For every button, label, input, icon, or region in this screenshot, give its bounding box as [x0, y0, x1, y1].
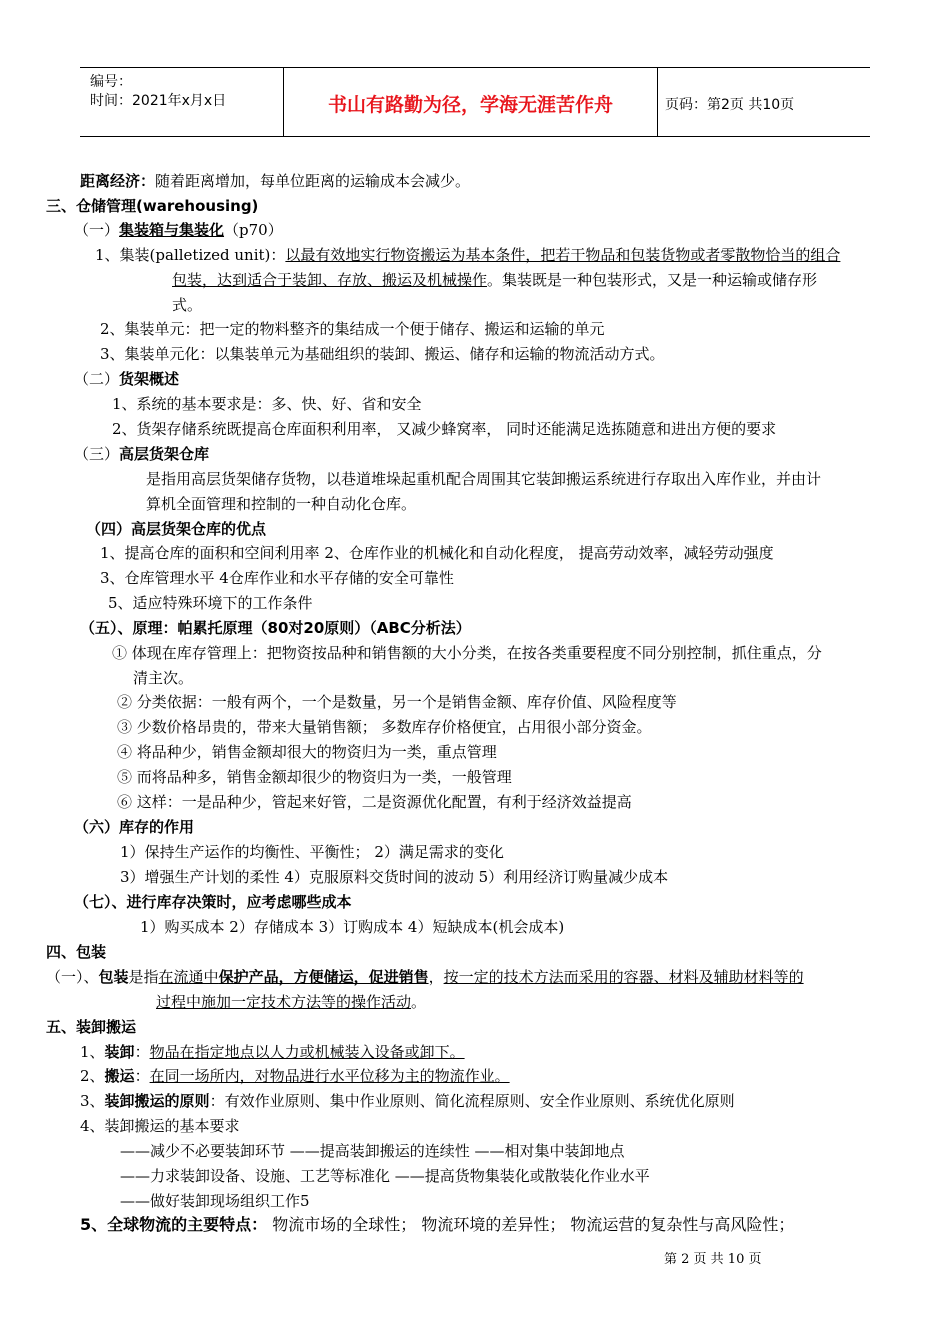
- term: 包装: [98, 968, 129, 986]
- page-header: [80, 67, 870, 137]
- term: 距离经济：: [80, 172, 156, 190]
- paragraph-line: ① 体现在库存管理上：把物资按品种和销售额的大小分类，在按各类重要程度不同分别控制，抓住重点，分: [112, 644, 822, 662]
- number-label: 编号：: [90, 74, 132, 90]
- paragraph-line: ——力求装卸设备、设施、工艺等标准化 ——提高货物集装化或散装化作业水平: [120, 1167, 650, 1185]
- subheading-title: 集装箱与集装化: [119, 221, 225, 239]
- term: 搬运: [104, 1067, 135, 1085]
- text: ：: [134, 1043, 150, 1061]
- paragraph-line: [46, 967, 804, 987]
- paragraph-line: 2、集装单元：把一定的物料整齐的集结成一个便于储存、搬运和运输的单元: [100, 320, 605, 338]
- paragraph-line: 3、仓库管理水平 4仓库作业和水平存储的安全可靠性: [100, 569, 454, 587]
- paragraph-line: 5、适应特殊环境下的工作条件: [108, 594, 313, 612]
- subheading-index: （一）: [74, 221, 120, 239]
- underlined-text: 物品在指定地点以人力或机械装入设备或卸下。: [149, 1043, 465, 1061]
- paragraph-line: [80, 1091, 735, 1111]
- subheading-index: （二）: [74, 370, 120, 388]
- text: 3、: [80, 1092, 105, 1110]
- time-label: 时间：2021年x月x日: [90, 93, 227, 109]
- text: ：有效作业原则、集中作业原则、简化流程原则、安全作业原则、系统优化原则: [209, 1092, 735, 1110]
- paragraph-line: ⑤ 而将品种多，销售金额却很少的物资归为一类，一般管理: [117, 768, 512, 786]
- paragraph-line: 3、集装单元化：以集装单元为基础组织的装卸、搬运、储存和运输的物流活动方式。: [100, 345, 665, 363]
- underlined-text: 包装，达到适合于装卸、存放、搬运及机械操作: [172, 271, 488, 289]
- header-meta-cell: [80, 68, 283, 136]
- text: ，: [428, 968, 444, 986]
- text: 是指: [128, 968, 159, 986]
- paragraph-line: ③ 少数价格昂贵的，带来大量销售额； 多数库存价格便宜，占用很小部分资金。: [117, 718, 652, 736]
- distance-economy: [80, 171, 470, 191]
- paragraph-line: 4、装卸搬运的基本要求: [80, 1117, 240, 1135]
- subheading-index: （三）: [74, 445, 120, 463]
- subheading-title: 货架概述: [119, 370, 180, 388]
- paragraph-line: ② 分类依据：一般有两个，一个是数量，另一个是销售金额、库存价值、风险程度等: [117, 693, 677, 711]
- subheading-3-3: [74, 444, 209, 464]
- text: 1、: [80, 1043, 105, 1061]
- subheading-suffix: （p70）: [224, 221, 283, 239]
- subheading-3-7: （七）、进行库存决策时，应考虑哪些成本: [74, 893, 352, 911]
- paragraph-line: 是指用高层货架储存货物，以巷道堆垛起重机配合周围其它装卸搬运系统进行存取出入库作业，并由计: [146, 470, 822, 488]
- underlined-bold-text: 保护产品，方便储运，促进销售: [218, 968, 429, 986]
- page-info: 页码：第2页 共10页: [665, 97, 795, 113]
- paragraph-line: 1）购买成本 2）存储成本 3）订购成本 4）短缺成本(机会成本): [140, 918, 565, 936]
- text: 。: [411, 993, 427, 1011]
- paragraph-line: [95, 245, 840, 265]
- subheading-3-5: （五）、原理：帕累托原理（80对20原则）（ABC分析法）: [80, 619, 471, 637]
- paragraph-line: 2、货架存储系统既提高仓库面积利用率， 又减少蜂窝率， 同时还能满足选拣随意和进出方便的要求: [112, 420, 777, 438]
- paragraph-line: ⑥ 这样：一是品种少，管起来好管，二是资源优化配置，有利于经济效益提高: [117, 793, 632, 811]
- paragraph-line: 1）保持生产运作的均衡性、平衡性； 2）满足需求的变化: [120, 843, 504, 861]
- header-page-cell: [657, 68, 870, 136]
- text: 1、集装(palletized unit)：: [95, 246, 286, 264]
- paragraph-line: [80, 1215, 794, 1235]
- paragraph-line: [80, 1042, 465, 1062]
- paragraph-line: ④ 将品种少，销售金额却很大的物资归为一类，重点管理: [117, 743, 497, 761]
- paragraph-line: 1、提高仓库的面积和空间利用率 2、仓库作业的机械化和自动化程度， 提高劳动效率，减轻劳动强度: [100, 544, 774, 562]
- text: ：: [134, 1067, 150, 1085]
- paragraph-line: [80, 1066, 510, 1086]
- header-motto-cell: [283, 68, 658, 136]
- paragraph-line: 3）增强生产计划的柔性 4）克服原料交货时间的波动 5）利用经济订购量减少成本: [120, 868, 669, 886]
- paragraph-line: 1、系统的基本要求是：多、快、好、省和安全: [112, 395, 422, 413]
- paragraph-line: 式。: [172, 296, 203, 314]
- subheading-3-1: [74, 220, 283, 240]
- term: 装卸搬运的原则: [104, 1092, 210, 1110]
- text: （一）、: [46, 968, 99, 986]
- section-heading-4: 四、包装: [46, 943, 107, 961]
- subheading-3-6: （六）库存的作用: [74, 818, 195, 836]
- paragraph-line: ——做好装卸现场组织工作5: [120, 1192, 310, 1210]
- motto: 书山有路勤为径，学海无涯苦作舟: [327, 94, 613, 116]
- page-footer: 第 2 页 共 10 页: [664, 1252, 762, 1267]
- text: 2、: [80, 1067, 105, 1085]
- text: 随着距离增加，每单位距离的运输成本会减少。: [155, 172, 471, 190]
- subheading-3-4: （四）高层货架仓库的优点: [86, 520, 267, 538]
- paragraph-line: 清主次。: [133, 669, 194, 687]
- paragraph-line: 算机全面管理和控制的一种自动化仓库。: [146, 495, 417, 513]
- text: 。集装既是一种包装形式，又是一种运输或储存形: [487, 271, 818, 289]
- underlined-text: 在流通中: [158, 968, 219, 986]
- subheading-title: 高层货架仓库: [119, 445, 210, 463]
- term: 装卸: [104, 1043, 135, 1061]
- underlined-text: 在同一场所内，对物品进行水平位移为主的物流作业。: [149, 1067, 510, 1085]
- underlined-text: 按一定的技术方法而采用的容器、材料及辅助材料等的: [443, 968, 804, 986]
- underlined-text: 以最有效地实行物资搬运为基本条件，把若干物品和包装货物或者零散物恰当的组合: [285, 246, 841, 264]
- term: 5、全球物流的主要特点：: [80, 1215, 268, 1234]
- section-heading-5: 五、装卸搬运: [46, 1018, 137, 1036]
- subheading-3-2: [74, 369, 179, 389]
- underlined-text: 过程中施加一定技术方法等的操作活动: [156, 993, 412, 1011]
- section-heading-3: 三、仓储管理(warehousing): [46, 197, 259, 215]
- text: 物流市场的全球性； 物流环境的差异性； 物流运营的复杂性与高风险性；: [267, 1215, 795, 1234]
- paragraph-line: [156, 992, 426, 1012]
- paragraph-line: ——减少不必要装卸环节 ——提高装卸搬运的连续性 ——相对集中装卸地点: [120, 1142, 625, 1160]
- paragraph-line: [172, 270, 817, 290]
